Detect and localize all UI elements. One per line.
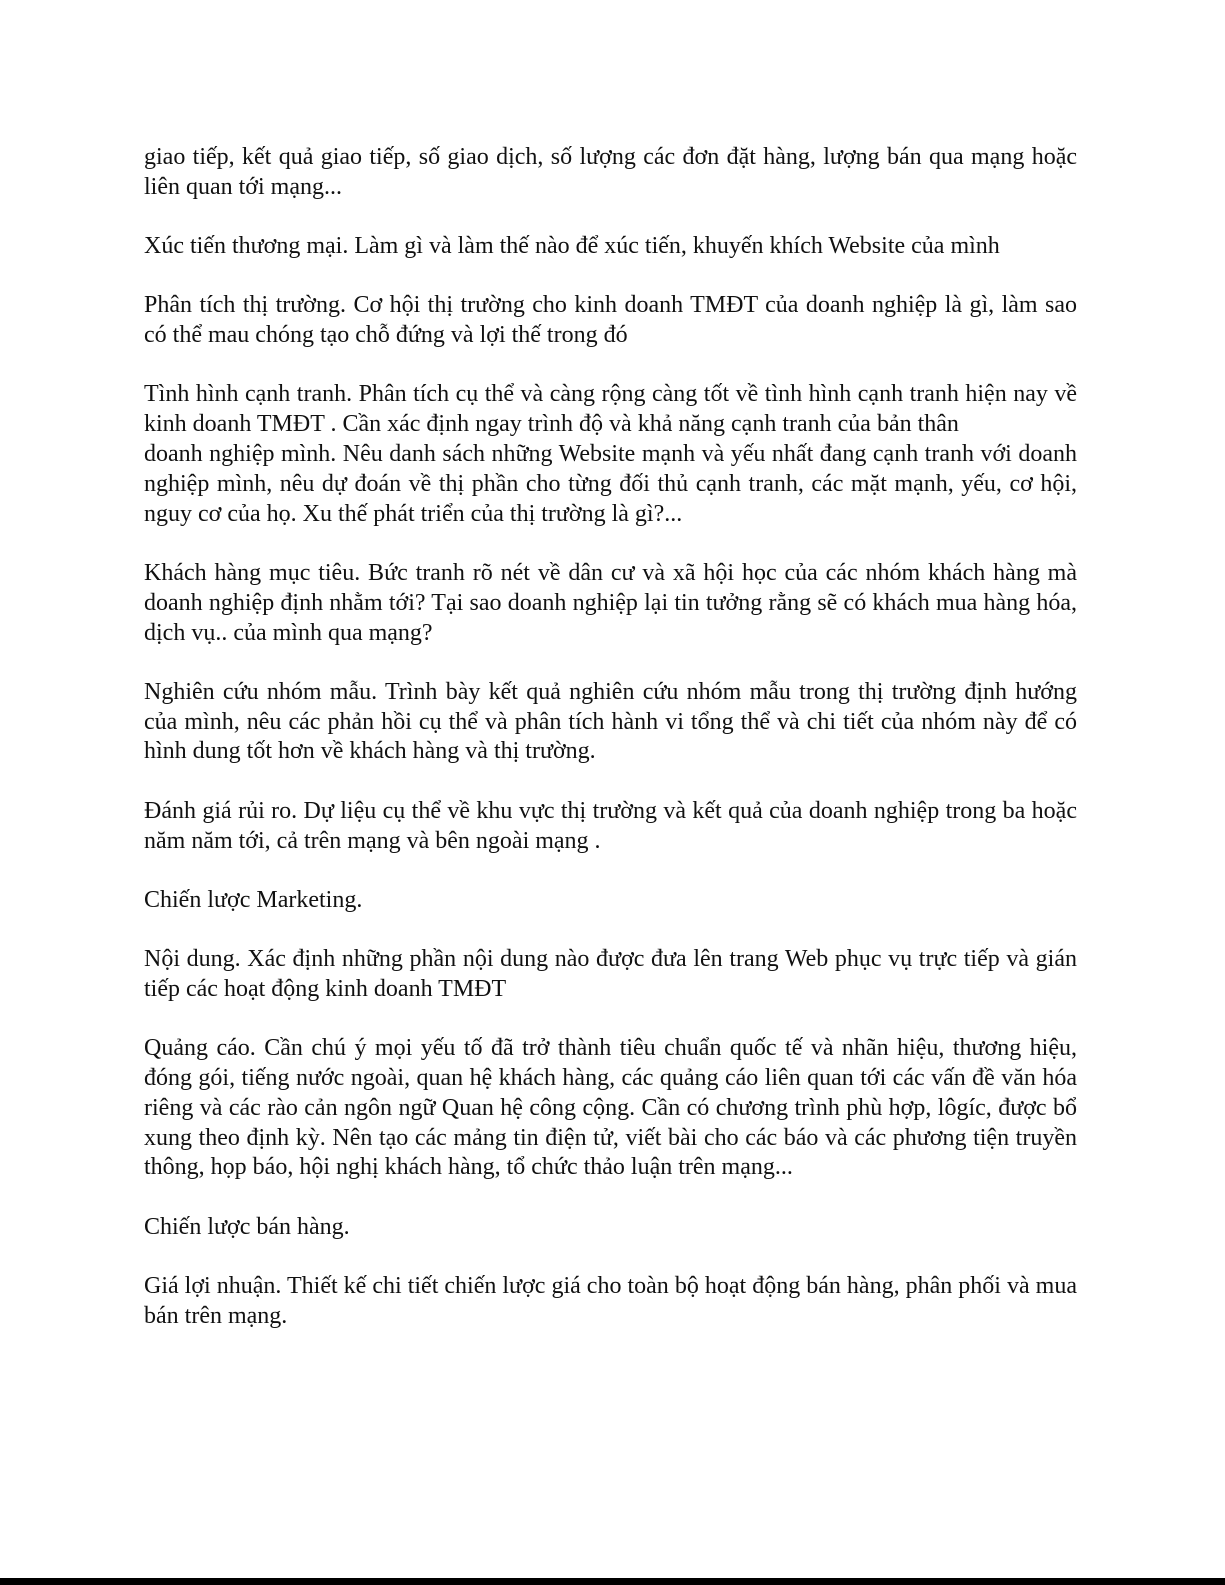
heading-sales-strategy: Chiến lược bán hàng. [144,1213,350,1240]
document-page [144,143,1077,1361]
paragraph-risk-assessment: Đánh giá rủi ro. Dự liệu cụ thể về khu vực thị trường và kết quả của doanh nghiệp trong ba hoặc năm năm tới, cả trên mạng và bên ngoài mạng . [144,797,1077,854]
paragraph-content: Nội dung. Xác định những phần nội dung nào được đưa lên trang Web phục vụ trực tiếp và gián tiếp các hoạt động kinh doanh TMĐT [144,946,1077,1002]
heading-marketing-strategy: Chiến lược Marketing. [144,886,363,913]
paragraph-competition: Tình hình cạnh tranh. Phân tích cụ thể và càng rộng càng tốt về tình hình cạnh tranh hiện nay về kinh doanh TMĐT . Cần xác định ngay trình độ và khả năng cạnh tranh của bản thân [144,381,1077,438]
paragraph-trade-promotion: Xúc tiến thương mại. Làm gì và làm thế nào để xúc tiến, khuyến khích Website của mình [144,233,1000,260]
paragraph-advertising: Quảng cáo. Cần chú ý mọi yếu tố đã trở thành tiêu chuẩn quốc tế và nhãn hiệu, thương hiệu, đóng gói, tiếng nước ngoài, quan hệ khách hàng, các quảng cáo liên quan tới các vấn đề văn hóa riêng và các rào cản ngôn ngữ Quan hệ công cộng. Cần có chương trình phù hợp, lôgíc, được bổ xung theo định kỳ. Nên tạo các mảng tin điện tử, viết bài cho các báo và các phương tiện truyền thông, họp báo, hội nghị khách hàng, tổ chức thảo luận trên mạng... [144,1035,1077,1181]
paragraph-competition-continued: doanh nghiệp mình. Nêu danh sách những Website mạnh và yếu nhất đang cạnh tranh với doanh nghiệp mình, nêu dự đoán về thị phần cho từng đối thủ cạnh tranh, các mặt mạnh, yếu, cơ hội, nguy cơ của họ. Xu thế phát triển của thị trường là gì?... [144,441,1077,527]
paragraph-communication-results: giao tiếp, kết quả giao tiếp, số giao dịch, số lượng các đơn đặt hàng, lượng bán qua mạng hoặc liên quan tới mạng... [144,144,1077,200]
paragraph-market-analysis: Phân tích thị trường. Cơ hội thị trường cho kinh doanh TMĐT của doanh nghiệp là gì, làm sao có thể mau chóng tạo chỗ đứng và lợi thế trong đó [144,292,1077,349]
paragraph-target-customers: Khách hàng mục tiêu. Bức tranh rõ nét về dân cư và xã hội học của các nhóm khách hàng mà doanh nghiệp định nhằm tới? Tại sao doanh nghiệp lại tin tưởng rằng sẽ có khách mua hàng hóa, dịch vụ.. của mình qua mạng? [144,559,1077,646]
paragraph-sample-group-research: Nghiên cứu nhóm mẫu. Trình bày kết quả nghiên cứu nhóm mẫu trong thị trường định hướng của mình, nêu các phản hồi cụ thể và phân tích hành vi tổng thể và chi tiết của nhóm này để có hình dung tốt hơn về khách hàng và thị trường. [144,678,1077,765]
paragraph-price-profit: Giá lợi nhuận. Thiết kế chi tiết chiến lược giá cho toàn bộ hoạt động bán hàng, phân phối và mua bán trên mạng. [144,1273,1077,1329]
page-bottom-border [0,1578,1225,1585]
